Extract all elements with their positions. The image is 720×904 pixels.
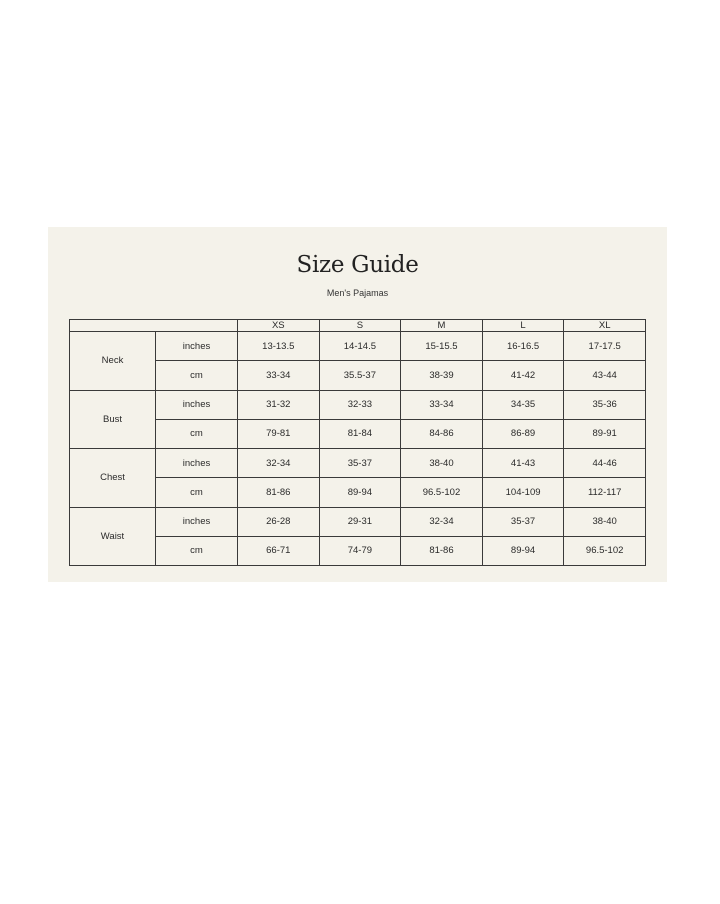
table-cell: 38-39 [401, 361, 483, 390]
header-blank-cell [70, 320, 238, 332]
unit-label: cm [156, 478, 238, 507]
unit-label: cm [156, 536, 238, 565]
table-cell: 32-33 [319, 390, 401, 419]
size-guide-panel [48, 227, 667, 582]
table-cell: 29-31 [319, 507, 401, 536]
table-row [70, 419, 646, 448]
table-cell: 14-14.5 [319, 332, 401, 361]
table-row [70, 536, 646, 565]
table-cell: 32-34 [401, 507, 483, 536]
table-cell: 79-81 [238, 419, 320, 448]
table-cell: 13-13.5 [238, 332, 320, 361]
page-subtitle: Men's Pajamas [326, 288, 389, 298]
size-table [69, 319, 646, 566]
unit-label: inches [156, 390, 238, 419]
table-cell: 34-35 [482, 390, 564, 419]
table-cell: 41-43 [482, 449, 564, 478]
unit-label: inches [156, 449, 238, 478]
page-title: Size Guide [296, 252, 419, 278]
table-cell: 35-36 [564, 390, 646, 419]
table-cell: 43-44 [564, 361, 646, 390]
table-cell: 33-34 [238, 361, 320, 390]
table-cell: 44-46 [564, 449, 646, 478]
table-cell: 33-34 [401, 390, 483, 419]
table-cell: 66-71 [238, 536, 320, 565]
table-cell: 17-17.5 [564, 332, 646, 361]
table-cell: 26-28 [238, 507, 320, 536]
table-cell: 38-40 [564, 507, 646, 536]
table-cell: 38-40 [401, 449, 483, 478]
unit-label: inches [156, 507, 238, 536]
table-cell: 86-89 [482, 419, 564, 448]
table-cell: 16-16.5 [482, 332, 564, 361]
unit-label: cm [156, 419, 238, 448]
table-cell: 89-94 [319, 478, 401, 507]
table-cell: 96.5-102 [564, 536, 646, 565]
table-cell: 96.5-102 [401, 478, 483, 507]
table-cell: 81-84 [319, 419, 401, 448]
table-cell: 41-42 [482, 361, 564, 390]
table-cell: 35-37 [482, 507, 564, 536]
measure-label-chest: Chest [70, 449, 156, 508]
table-cell: 74-79 [319, 536, 401, 565]
size-header-m: M [401, 320, 483, 332]
table-cell: 35-37 [319, 449, 401, 478]
table-cell: 89-91 [564, 419, 646, 448]
measure-label-bust: Bust [70, 390, 156, 449]
table-row [70, 449, 646, 478]
table-cell: 81-86 [238, 478, 320, 507]
size-header-l: L [482, 320, 564, 332]
table-cell: 112-117 [564, 478, 646, 507]
table-row [70, 361, 646, 390]
unit-label: cm [156, 361, 238, 390]
table-cell: 32-34 [238, 449, 320, 478]
table-cell: 104-109 [482, 478, 564, 507]
size-header-s: S [319, 320, 401, 332]
size-header-xs: XS [238, 320, 320, 332]
unit-label: inches [156, 332, 238, 361]
table-row [70, 507, 646, 536]
table-cell: 89-94 [482, 536, 564, 565]
table-header-row [70, 320, 646, 332]
table-cell: 35.5-37 [319, 361, 401, 390]
table-cell: 84-86 [401, 419, 483, 448]
table-cell: 31-32 [238, 390, 320, 419]
table-row [70, 332, 646, 361]
table-row [70, 390, 646, 419]
measure-label-waist: Waist [70, 507, 156, 566]
measure-label-neck: Neck [70, 332, 156, 391]
table-cell: 81-86 [401, 536, 483, 565]
size-header-xl: XL [564, 320, 646, 332]
table-row [70, 478, 646, 507]
table-cell: 15-15.5 [401, 332, 483, 361]
